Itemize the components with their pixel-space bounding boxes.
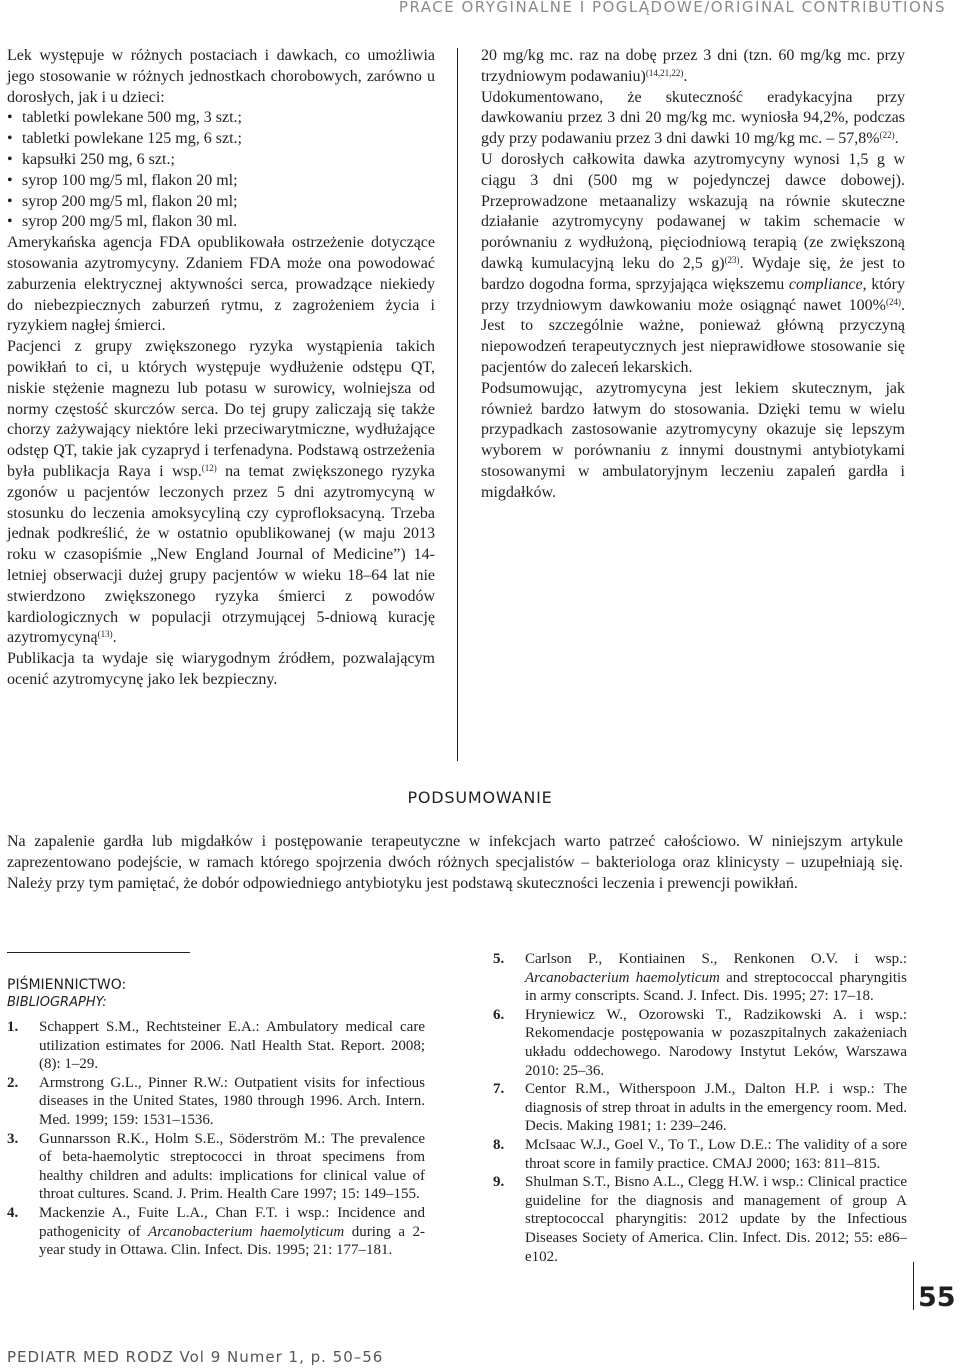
intro-paragraph: Lek występuje w różnych postaciach i dawkach, co umożliwia jego stosowanie w różnych jednostkach chorobowych, zarówno u dorosłych, jak i u dzieci: <box>7 47 435 106</box>
references-subtitle: BIBLIOGRAPHY: <box>7 995 107 1010</box>
list-item: • syrop 100 mg/5 ml, flakon 20 ml; <box>7 171 435 192</box>
list-item: • syrop 200 mg/5 ml, flakon 30 ml. <box>7 212 435 233</box>
fda-warning-paragraph: Amerykańska agencja FDA opublikowała ostrzeżenie dotyczące stosowania azytromycyny. Zdaniem FDA może ona powodować zaburzenia elektrycznej aktywności serca, prowadzące niekiedy do niebezpiecznych zaburzeń rytmu, z zagrożeniem życia i ryzykiem nagłej śmierci. <box>7 234 435 335</box>
citation-ref: (14,21,22) <box>645 67 684 78</box>
references-right <box>493 950 907 1266</box>
efficacy-paragraph: Udokumentowano, że skuteczność eradykacyjna przy dawkowaniu przez 3 dni 20 mg/kg mc. wyniosła 94,2%, podczas gdy przy podawaniu przez 3 dni dawki 10 mg/kg mc. – 57,8%$^{(22)}$. <box>481 88 905 148</box>
reference-item: 4. Mackenzie A., Fuite L.A., Chan F.T. i wsp.: Incidence and pathogenicity of Arcanobacterium haemolyticum during a 2-year study in Ottawa. Clin. Infect. Dis. 1995; 21: 177–181. <box>7 1204 426 1259</box>
citation-ref: (22) <box>879 130 895 141</box>
list-item: • kapsułki 250 mg, 6 szt.; <box>7 150 435 171</box>
reference-item: 7. Centor R.M., Witherspoon J.M., Dalton H.P. i wsp.: The diagnosis of strep throat in adults in the emergency room. Med. Decis. Making 1981; 1: 239–246. <box>493 1081 907 1135</box>
right-column <box>481 46 905 504</box>
reference-item: 1. Schappert S.M., Rechtsteiner E.A.: Ambulatory medical care utilization estimates for 2006. Natl Health Stat. Report. 2008; (8): 1–29. <box>7 1019 425 1073</box>
reference-item: 8. McIsaac W.J., Goel V., To T., Low D.E.: The validity of a sore throat score in family practice. CMAJ 2000; 163: 811–815. <box>493 1136 907 1172</box>
list-item: • tabletki powlekane 500 mg, 3 szt.; <box>7 108 435 129</box>
references-title: PIŚMIENNICTWO: <box>7 977 127 993</box>
dosage-form-list <box>7 108 435 233</box>
column-divider <box>457 48 458 761</box>
citation-ref: (24) <box>886 296 901 307</box>
bullet-icon: • <box>7 150 13 168</box>
bullet-icon: • <box>7 192 13 210</box>
list-item: • syrop 200 mg/5 ml, flakon 20 ml; <box>7 192 435 213</box>
bullet-icon: • <box>7 109 13 127</box>
references-left <box>7 976 425 1260</box>
reference-item: 9. Shulman S.T., Bisno A.L., Clegg H.W. i wsp.: Clinical practice guideline for the diagnosis and management of group A streptococcal pharyngitis: 2012 update by the Infectious Diseases Society of America. Clin. Infect. Dis. 2012; 55: e86–e102. <box>493 1174 907 1265</box>
reference-item: 6. Hryniewicz W., Ozorowski T., Radzikowski A. i wsp.: Rekomendacje postępowania w pozaszpitalnych zakażeniach układu oddechowego. Narodowy Instytut Leków, Warszawa 2010: 25–36. <box>493 1006 907 1079</box>
page-number: 55 <box>918 1282 956 1313</box>
bullet-icon: • <box>7 130 13 148</box>
bullet-icon: • <box>7 171 13 189</box>
adult-dose-paragraph: U dorosłych całkowita dawka azytromycyny wynosi 1,5 g w ciągu 3 dni (500 mg w pojedynczej dawce dobowej). Przeprowadzone metaanalizy wskazują na równie skuteczne działanie azytromycyny podawanej w takim schemacie w porównaniu z wydłużoną, pięciodniową terapią (ze zwiększoną dawką kumulacyjną leku do 2,5 g)$^{(23)}$. Wydaje się, że jest to bardzo dogodna forma, sprzyjająca większemu compliance, który przy trzydniowym dawkowaniu może osiągnąć nawet 100%$^{(24)}$. Jest to szczególnie ważne, ponieważ główną przyczyną niepowodzeń terapeutycznych jest nieprawidłowe stosowanie się pacjentów do zaleceń lekarskich. <box>481 150 905 376</box>
conclusion-paragraph: Publikacja ta wydaje się wiarygodnym źródłem, pozwalającym ocenić azytromycynę jako lek bezpieczny. <box>7 650 435 688</box>
running-title: PRACE ORYGINALNE I POGLĄDOWE/ORIGINAL CONTRIBUTIONS <box>398 0 946 16</box>
citation-ref: (12) <box>201 462 217 473</box>
bullet-icon: • <box>7 213 13 231</box>
reference-item: 2. Armstrong G.L., Pinner R.W.: Outpatient visits for infectious diseases in the United States, 1980 through 1996. Arch. Intern. Med. 1999; 159: 1531–1536. <box>7 1074 425 1128</box>
reference-item: 3. Gunnarsson R.K., Holm S.E., Söderström M.: The prevalence of beta-haemolytic streptococci in throat specimens from healthy children and adults: implications for clinical value of throat cultures. Scand. J. Prim. Health Care 1997; 15: 149–155. <box>7 1130 425 1203</box>
left-column <box>7 46 435 691</box>
citation-ref: (13) <box>97 629 113 640</box>
page-number-bar <box>913 1262 914 1310</box>
risk-group-paragraph: Pacjenci z grupy zwiększonego ryzyka wystąpienia takich powikłań to ci, u których występuje wydłużenie odstępu QT, niskie stężenie magnezu lub potasu w surowicy, wolniejsza od normy częstość skurczów serca. Do tej grupy zaliczają się także chorzy zażywający niektóre leki przeciwarytmiczne, wydłużające odstęp QT, takie jak cyzapryd i terfenadyna. Podstawą ostrzeżenia była publikacja Raya i wsp.$^{(12)}$ na temat zwiększonego ryzyka zgonów u pacjentów leczonych przez 5 dni azytromycyną w stosunku do leczenia amoksycyliną czy cyprofloksacyną. Trzeba jednak podkreślić, że w ostatnio opublikowanej (w maju 2013 roku w czasopiśmie „New England Journal of Medicine”) 14-letniej obserwacji dużej grupy pacjentów w wieku 18–64 lat nie stwierdzono zwiększonego ryzyka śmierci z powodów kardiologicznych w populacji otrzymującej 5-dniową kurację azytromycyną$^{(13)}$. <box>7 338 435 647</box>
references-divider <box>7 952 190 953</box>
citation-ref: (23) <box>724 254 740 265</box>
section-title-summary: PODSUMOWANIE <box>407 788 553 807</box>
reference-item: 5. Carlson P., Kontiainen S., Renkonen O.V. i wsp.: Arcanobacterium haemolyticum and streptococcal pharyngitis in army conscripts. Scand. J. Infect. Dis. 1995; 27: 17–18. <box>493 951 908 1005</box>
footer-citation: PEDIATR MED RODZ Vol 9 Numer 1, p. 50–56 <box>7 1348 384 1366</box>
summary-text: Na zapalenie gardła lub migdałków i postępowanie terapeutyczne w infekcjach warto patrzeć całościowo. W niniejszym artykule zaprezentowano podejście, w ramach którego spojrzenia dwóch różnych specjalistów – bakteriologa oraz klinicysty – uzupełniają się. Należy przy tym pamiętać, że dobór odpowiedniego antybiotyku jest podstawą skuteczności leczenia i prewencji powikłań. <box>7 833 903 892</box>
running-header <box>0 0 960 24</box>
summary-paragraph: Podsumowując, azytromycyna jest lekiem skutecznym, jak również bardzo łatwym do stosowania. Dzięki temu w wielu przypadkach zastosowanie azytromycyny okazuje się lepszym wyborem w porównaniu z innymi doustnymi antybiotykami stosowanymi w ambulatoryjnym leczeniu zapaleń gardła i migdałków. <box>481 379 905 501</box>
dosage-paragraph: 20 mg/kg mc. raz na dobę przez 3 dni (tzn. 60 mg/kg mc. przy trzydniowym podawaniu)$^{(14,21,22)}$. <box>481 47 905 85</box>
list-item: • tabletki powlekane 125 mg, 6 szt.; <box>7 129 435 150</box>
